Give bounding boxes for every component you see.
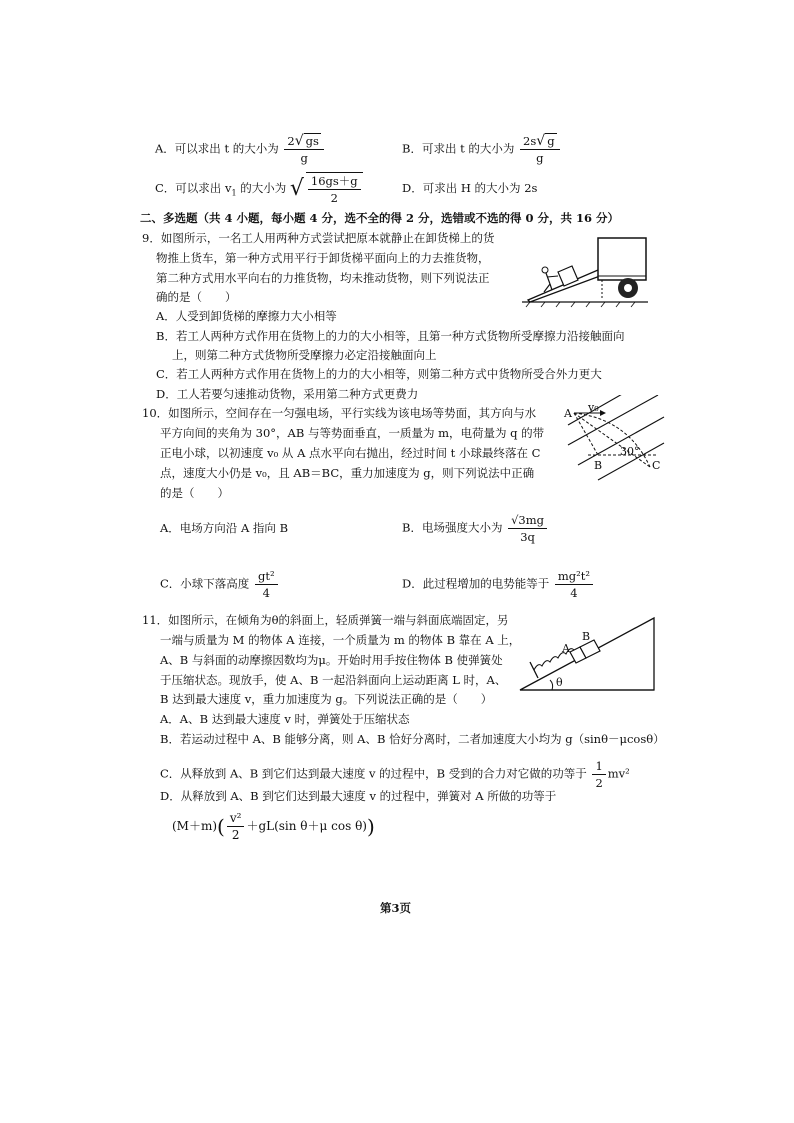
q11-fig-label-a: A	[562, 642, 570, 655]
q8-option-b	[402, 133, 562, 166]
q11-d-fraction	[227, 810, 245, 843]
q8-a-num-coef: 2	[287, 134, 295, 148]
q10-c-fraction	[255, 568, 278, 601]
q10-fig-label-v0: v₀	[588, 401, 599, 414]
q8-a-num-rad: gs	[305, 134, 319, 148]
q10-d-num: mg²t²	[555, 568, 593, 585]
section-heading: 二、多选题（共 4 小题，每小题 4 分，选不全的得 2 分，选错或不选的得 0 分，共 16 分）	[140, 211, 620, 225]
q10-stem-line-2: 平方向间的夹角为 30°，AB 与等势面垂直，一质量为 m，电荷量为 q 的带	[160, 426, 545, 440]
q8-option-b-fraction: $\frac{2s√ g}{g}$	[520, 133, 560, 166]
q8-c-sub: 1	[231, 188, 237, 198]
q10-stem-line-4: 点，速度大小仍是 v₀，且 AB＝BC，重力加速度为 g，则下列说法中正确	[160, 466, 535, 480]
q8-option-c-fraction	[306, 172, 363, 206]
q8-b-num-coef: 2s	[523, 134, 537, 148]
q11-stem-line-3: A、B 与斜面的动摩擦因数均为μ。开始时用手按住物体 B 使弹簧处	[160, 653, 503, 667]
q11-stem-line-1: 11．如图所示，在倾角为θ的斜面上，轻质弹簧一端与斜面底端固定，另	[142, 613, 509, 627]
q8-c-mid: 的大小为	[236, 181, 287, 195]
q8-a-den: g	[300, 151, 308, 165]
q9-stem-line-2: 物推上货车，第一种方式用平行于卸货梯平面向上的力去推货物，	[156, 251, 490, 265]
q9-stem-line-3: 第二种方式用水平向右的力推货物，均未推动货物，则下列说法正	[156, 271, 490, 285]
q9-stem-line-1: 9．如图所示，一名工人用两种方式尝试把原本就静止在卸货梯上的货	[142, 231, 495, 245]
q10-b-prefix: B．电场强度大小为	[402, 520, 503, 535]
q11-d-den: 2	[231, 828, 240, 842]
q11-c-prefix: C．从释放到 A、B 到它们达到最大速度 v 的过程中，B 受到的合力对它做的功等于	[160, 766, 587, 781]
q8-option-a-fraction: $\frac{2√ gs}{g}$	[284, 133, 324, 166]
q8-c-rad-num: 16gs＋g	[308, 173, 361, 190]
q11-c-tail: mv²	[607, 766, 630, 781]
q11-c-fraction	[592, 758, 605, 791]
q11-d-num: v²	[227, 810, 245, 827]
q10-stem-line-5: 的是（ ）	[160, 486, 229, 500]
q8-option-c: C．可以求出 $v_1$ 的大小为 √ $\frac{16gs+g}{2}$	[155, 172, 365, 206]
q11-option-d-formula: (M＋m)( $\frac{\text{v²}}{2}$ ＋gL(sin θ＋μ cos θ))	[172, 811, 375, 842]
q10-option-a: A．电场方向沿 A 指向 B	[160, 521, 289, 535]
q10-stem-line-3: 正电小球，以初速度 v₀ 从 A 点水平向右抛出，经过时间 t 小球最终落在 C	[160, 446, 541, 460]
q8-c-rad-den: 2	[330, 191, 338, 205]
q10-b-den: 3q	[520, 530, 535, 544]
q10-fig-label-c: C	[652, 459, 661, 472]
q10-fig-label-a: A	[564, 407, 572, 420]
q11-d-formula-b: ＋gL(sin θ＋μ cos θ)	[246, 819, 367, 833]
q8-option-a	[155, 133, 326, 166]
q10-d-den: 4	[570, 586, 578, 600]
q10-d-prefix: D．此过程增加的电势能等于	[402, 576, 550, 591]
q11-stem-line-4: 于压缩状态。现放手，使 A、B 一起沿斜面向上运动距离 L 时，A、	[160, 673, 507, 687]
q9-option-a: A．人受到卸货梯的摩擦力大小相等	[156, 309, 337, 323]
q9-option-b-line-1: B．若工人两种方式作用在货物上的力的大小相等，且第一种方式货物所受摩擦力沿接触面向	[156, 329, 625, 343]
q8-b-num-rad: g	[547, 134, 555, 148]
q9-truck-ramp-figure	[520, 232, 650, 308]
q10-option-d	[402, 568, 595, 601]
q10-b-fraction	[508, 512, 547, 545]
q10-c-num: gt²	[255, 568, 278, 585]
q8-option-b-prefix: B．可求出 t 的大小为	[402, 141, 515, 156]
q9-option-d: D．工人若要匀速推动货物，采用第二种方式更费力	[156, 387, 419, 401]
q11-option-d: D．从释放到 A、B 到它们达到最大速度 v 的过程中，弹簧对 A 所做的功等于	[160, 789, 557, 803]
q10-option-b	[402, 512, 549, 545]
q11-option-a: A．A、B 达到最大速度 v 时，弹簧处于压缩状态	[160, 712, 410, 726]
q11-option-b: B．若运动过程中 A、B 能够分离，则 A、B 恰好分离时，二者加速度大小均为 g（sinθ－μcosθ）	[160, 732, 665, 746]
q10-b-num: √3mg	[508, 512, 547, 529]
q8-option-d: D．可求出 H 的大小为 2s	[402, 181, 538, 195]
q9-option-b-line-2: 上，则第二种方式货物所受摩擦力必定沿接触面向上	[172, 348, 437, 362]
q11-stem-line-5: B 达到最大速度 v，重力加速度为 g。下列说法正确的是（ ）	[160, 692, 493, 706]
q10-c-prefix: C．小球下落高度	[160, 576, 250, 591]
q8-c-prefix: C．可以求出 v	[155, 181, 232, 195]
q10-fig-label-b: B	[594, 459, 603, 472]
q10-d-fraction	[555, 568, 593, 601]
q9-option-c: C．若工人两种方式作用在货物上的力的大小相等，则第二种方式中货物所受合外力更大	[156, 367, 602, 381]
q11-option-c	[160, 758, 630, 791]
q11-c-num: 1	[592, 758, 605, 775]
q11-fig-label-theta: θ	[556, 676, 563, 689]
q11-fig-label-b: B	[582, 630, 591, 643]
q11-incline-spring-figure	[512, 600, 662, 702]
q11-d-formula-a: (M＋m)	[172, 819, 218, 833]
q8-b-den: g	[536, 151, 544, 165]
q10-c-den: 4	[262, 586, 270, 600]
q11-c-den: 2	[595, 776, 603, 790]
q8-option-a-prefix: A．可以求出 t 的大小为	[155, 141, 279, 156]
page-number: 第3页	[380, 901, 412, 915]
q10-fig-label-angle: 30°	[620, 445, 640, 458]
q10-electric-field-figure	[558, 395, 666, 485]
q11-stem-line-2: 一端与质量为 M 的物体 A 连接，一个质量为 m 的物体 B 靠在 A 上，	[160, 633, 521, 647]
q10-stem-line-1: 10．如图所示，空间存在一匀强电场，平行实线为该电场等势面，其方向与水	[142, 406, 537, 420]
q10-option-c	[160, 568, 280, 601]
q9-stem-line-4: 确的是（ ）	[156, 290, 237, 304]
